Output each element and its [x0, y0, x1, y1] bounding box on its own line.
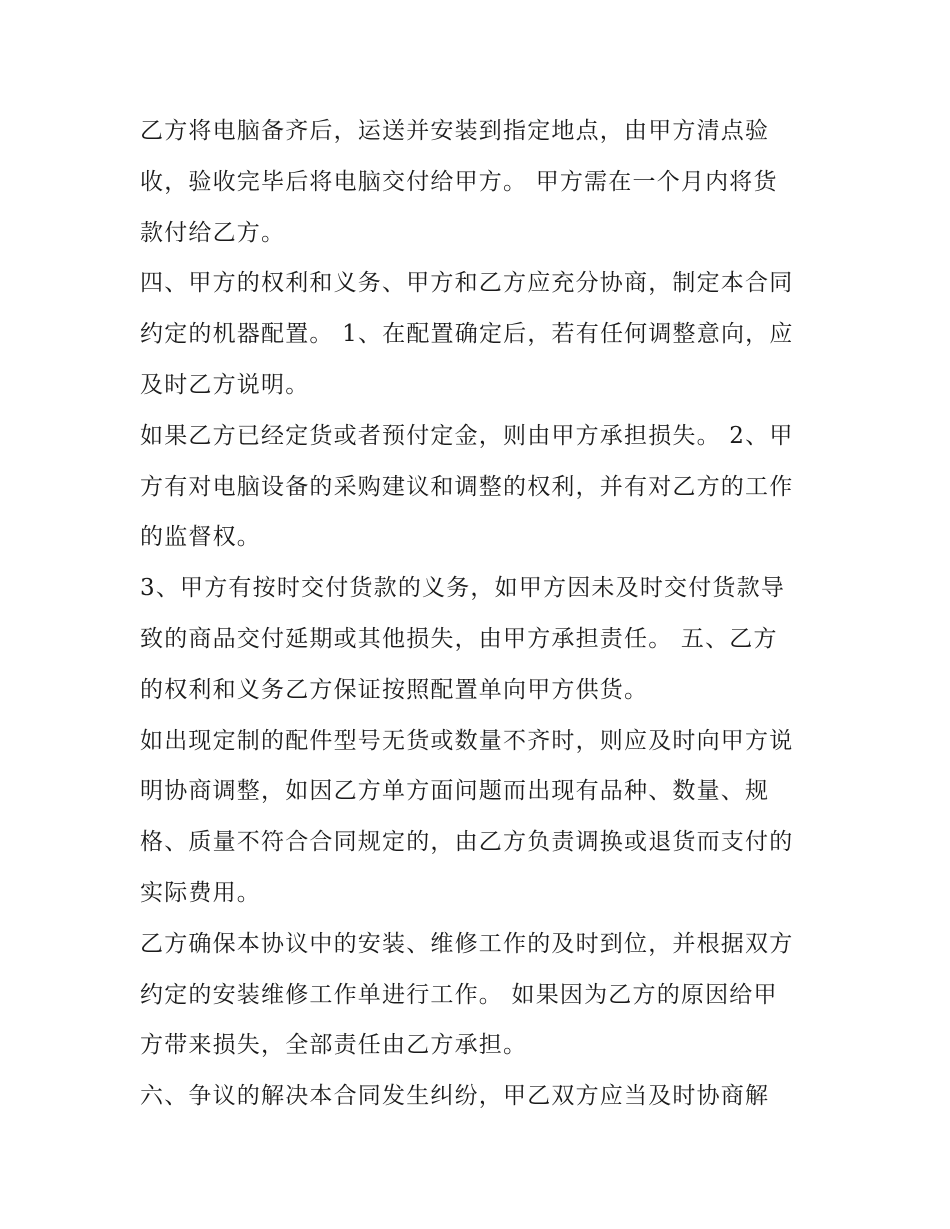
paragraph-party-a-rights: [140, 258, 820, 410]
document-body: [140, 106, 820, 1122]
paragraph-losses-and-supervision: [140, 411, 820, 563]
text-line: 的权利和义务乙方保证按照配置单向甲方供货。: [140, 676, 649, 703]
text-line: 方有对电脑设备的采购建议和调整的权利，并有对乙方的工作: [140, 473, 794, 500]
text-line: 明协商调整，如因乙方单方面问题而出现有品种、数量、规: [140, 778, 770, 805]
paragraph-installation-maintenance: [140, 919, 820, 1071]
text-line: 如出现定制的配件型号无货或数量不齐时，则应及时向甲方说: [140, 727, 794, 754]
text-line: 及时乙方说明。: [140, 371, 310, 398]
text-line: 如果乙方已经定货或者预付定金，则由甲方承担损失。 2、甲: [140, 422, 794, 449]
text-line: 实际费用。: [140, 879, 261, 906]
text-line: 致的商品交付延期或其他损失，由甲方承担责任。 五、乙方: [140, 625, 778, 652]
paragraph-payment-obligation: [140, 563, 820, 715]
text-line: 格、质量不符合合同规定的，由乙方负责调换或退货而支付的: [140, 829, 794, 856]
text-line: 约定的安装维修工作单进行工作。 如果因为乙方的原因给甲: [140, 981, 778, 1008]
paragraph-parts-shortage: [140, 716, 820, 919]
text-line: 四、甲方的权利和义务、甲方和乙方应充分协商，制定本合同: [140, 270, 794, 297]
paragraph-dispute-resolution: [140, 1071, 820, 1122]
text-line: 3、甲方有按时交付货款的义务，如甲方因未及时交付货款导: [140, 575, 786, 602]
text-line: 方带来损失，全部责任由乙方承担。: [140, 1032, 528, 1059]
paragraph-delivery: [140, 106, 820, 258]
text-line: 六、争议的解决本合同发生纠纷，甲乙双方应当及时协商解: [140, 1083, 770, 1110]
text-line: 的监督权。: [140, 524, 261, 551]
text-line: 约定的机器配置。 1、在配置确定后，若有任何调整意向，应: [140, 321, 794, 348]
text-line: 乙方确保本协议中的安装、维修工作的及时到位，并根据双方: [140, 930, 794, 957]
text-line: 乙方将电脑备齐后，运送并安装到指定地点，由甲方清点验: [140, 118, 770, 144]
text-line: 款付给乙方。: [140, 219, 286, 246]
text-line: 收，验收完毕后将电脑交付给甲方。 甲方需在一个月内将货: [140, 168, 778, 195]
